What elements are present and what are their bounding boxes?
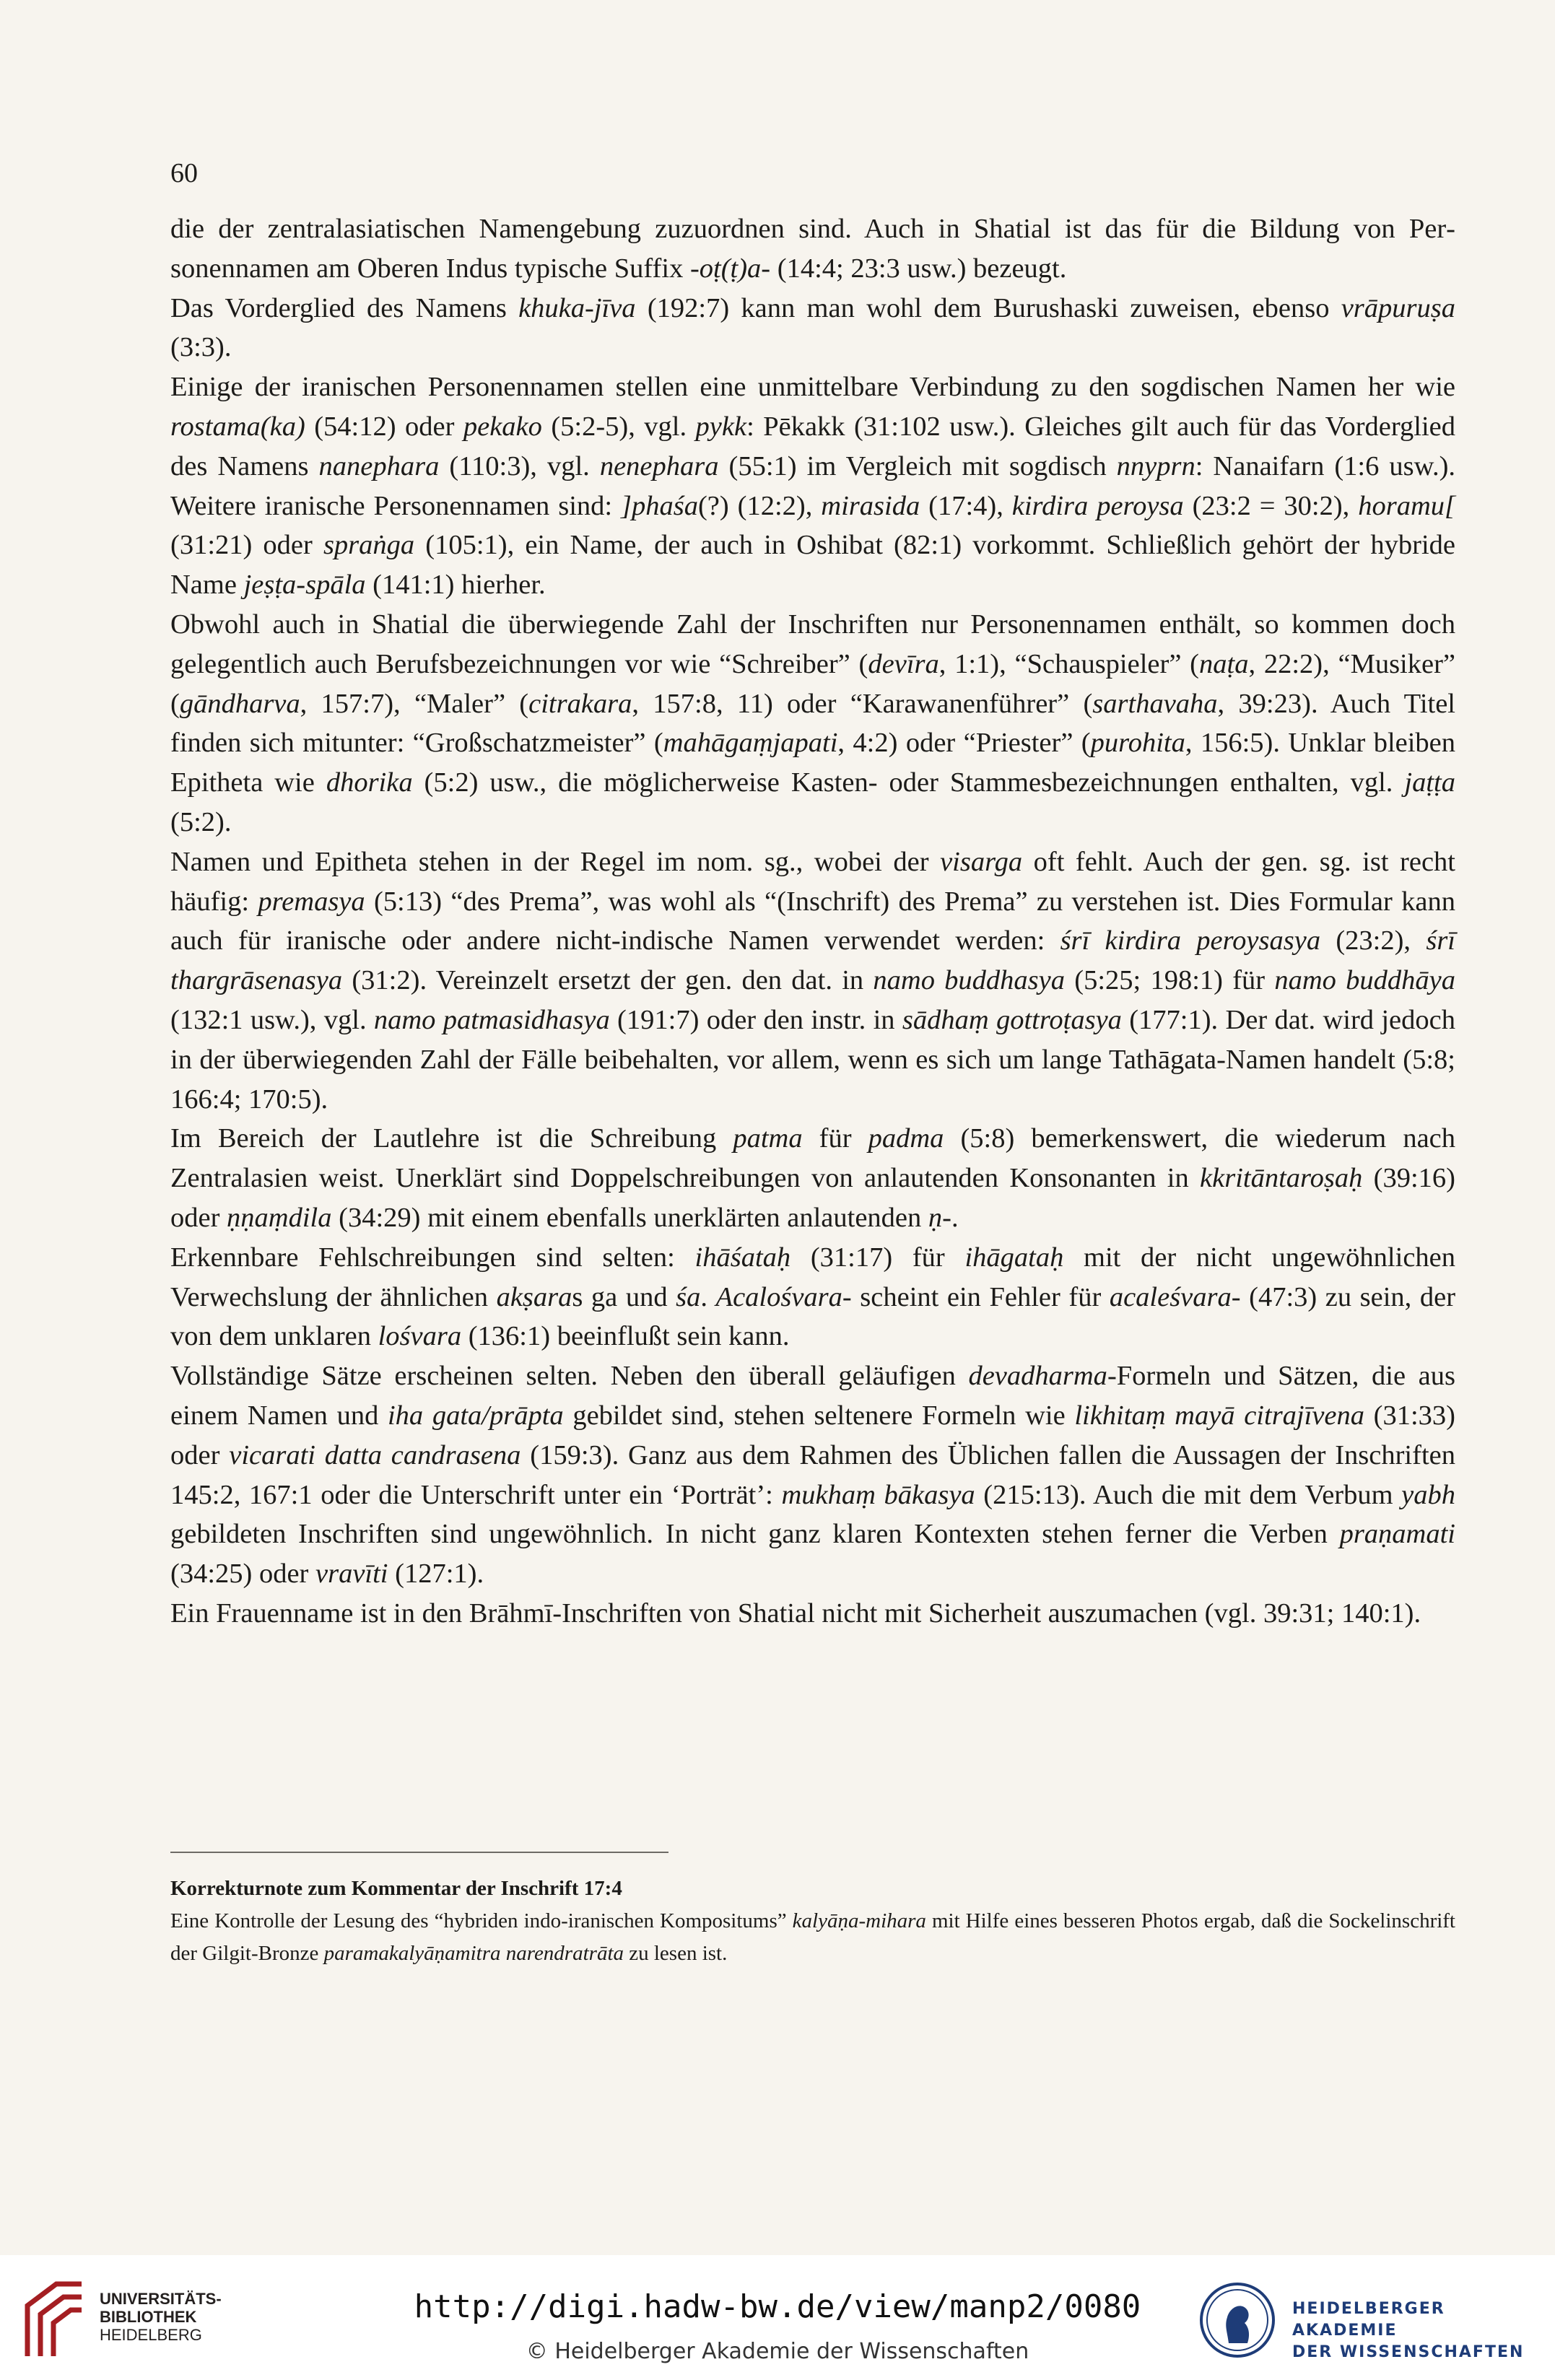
text-run: Ein Frauenname ist in den Brāhmī-Inschriften von Shatial nicht mit Sicherheit auszumachen (vgl. 39:31; 140:1). <box>170 1597 1421 1629</box>
text-run: Namen und Epitheta stehen in der Regel im nom. sg., wobei der <box>170 846 941 877</box>
text-run: (14:4; 23:3 usw.) bezeugt. <box>770 253 1067 284</box>
italic-term: yabh <box>1401 1479 1455 1510</box>
text-run: Das Vorderglied des Namens <box>170 292 519 323</box>
copyright-notice: © Heidelberger Akademie der Wissenschaften <box>526 2339 1029 2364</box>
text-run: , 39:23). Auch Titel finden sich mitunter: “Großschatzmeister” ( <box>170 688 1455 759</box>
ub-line-2: BIBLIOTHEK <box>100 2308 197 2326</box>
italic-term: namo patmasidhasya <box>373 1004 610 1035</box>
italic-term: citrakara <box>528 688 632 719</box>
text-run: (136:1) beeinflußt sein kann. <box>461 1321 790 1352</box>
text-run: (159:3). Ganz aus dem Rahmen des Üblichen fallen die Aussagen der Inschriften 145:2, 167:1 oder die Unterschrift unter ein ‘Porträt’: <box>170 1439 1455 1510</box>
text-run: Erkennbare Fehlschreibungen sind selten: <box>170 1242 695 1273</box>
text-run: (191:7) oder den instr. in <box>609 1004 902 1035</box>
text-run: die der zentralasiatischen Namengebung zuzuordnen sind. Auch in Shatial ist das für die Bildung von Personennamen am Oberen Indus typische Suffix <box>170 214 1455 284</box>
italic-term: akṣara <box>496 1281 572 1312</box>
paragraph <box>170 605 1455 842</box>
text-run: (5:2-5), vgl. <box>541 411 696 442</box>
footnote <box>170 1873 1455 1970</box>
text-run: (127:1). <box>388 1559 484 1590</box>
italic-term: sarthavaha <box>1092 688 1218 719</box>
italic-term: visarga <box>940 846 1023 877</box>
hadw-seal-logo-icon[interactable] <box>1198 2281 1276 2359</box>
text-run: -Formeln und Sätzen, die aus einem Namen und <box>170 1361 1455 1431</box>
text-run: (177:1). Der dat. wird jedoch in der überwiegenden Zahl der Fälle beibehalten, vor allem, wenn es sich um lange Tathāgata-Namen handelt (5:8; 166:4; 170:5). <box>170 1004 1455 1115</box>
paragraph <box>170 1119 1455 1237</box>
italic-term: likhitaṃ mayā citrajīvena <box>1074 1400 1364 1431</box>
italic-term: nnyprn <box>1116 450 1195 481</box>
text-run: (5:25; 198:1) für <box>1065 965 1275 996</box>
text-run: (31:21) oder <box>170 530 323 561</box>
text-run: . <box>700 1281 716 1312</box>
text-run: , 1:1), “Schauspieler” ( <box>938 648 1199 679</box>
hadw-name <box>1292 2298 1555 2363</box>
footer-bar <box>0 2255 1555 2380</box>
paragraph <box>170 1238 1455 1356</box>
italic-term: lośvara <box>378 1321 462 1352</box>
italic-term: ihāśataḥ <box>694 1242 791 1273</box>
text-run: s ga und <box>572 1281 676 1312</box>
text-run: Im Bereich der Lautlehre ist die Schreibung <box>170 1123 733 1154</box>
footnote-text <box>170 1905 1455 1970</box>
text-run: (5:8) bemerkenswert, die wiederum nach Zentralasien weist. Unerklärt sind Doppelschreibungen von anlautenden Konsonanten in <box>170 1123 1455 1194</box>
text-run: oft fehlt. Auch der gen. sg. ist recht häufig: <box>170 846 1455 917</box>
text-run: (34:29) mit einem ebenfalls unerklärten anlautenden <box>331 1202 928 1233</box>
text-run: mit Hilfe eines besseren Photos ergab, daß die Sockelinschrift der Gilgit-Bronze <box>170 1909 1455 1965</box>
italic-term: spraṅga <box>323 530 415 561</box>
italic-term: vrāpuruṣa <box>1341 292 1456 323</box>
paragraph <box>170 1594 1455 1634</box>
text-run: (?) (12:2), <box>697 490 822 521</box>
italic-term: khuka-jīva <box>518 292 636 323</box>
text-run: zu lesen ist. <box>624 1942 728 1965</box>
text-run: (47:3) zu sein, der von dem unklaren <box>170 1281 1456 1352</box>
footnote-title: Korrekturnote zum Kommentar der Inschrift 17:4 <box>170 1877 622 1900</box>
text-run: gebildet sind, stehen seltenere Formeln wie <box>563 1400 1075 1431</box>
italic-term: rostama(ka) <box>170 411 305 442</box>
italic-term: mirasida <box>821 490 920 521</box>
text-run: Eine Kontrolle der Lesung des “hybriden indo-iranischen Kompositums” <box>170 1909 793 1932</box>
paragraph <box>170 1356 1455 1594</box>
text-run: , 157:7), “Maler” ( <box>300 688 529 719</box>
text-run: (55:1) im Vergleich mit sogdisch <box>718 450 1117 481</box>
text-run: (192:7) kann man wohl dem Burushaski zuweisen, ebenso <box>635 292 1341 323</box>
text-run: : Pēkakk (31:102 usw.). Gleiches gilt auch für das Vorderglied des Namens <box>170 411 1456 481</box>
text-run: , 22:2), “Musiker” ( <box>170 648 1455 719</box>
italic-term: paramakalyāṇamitra narendratrāta <box>323 1942 624 1965</box>
italic-term: kkritāntaroṣaḥ <box>1200 1163 1363 1194</box>
italic-term: naṭa <box>1199 648 1249 679</box>
paragraph <box>170 289 1455 368</box>
ub-line-3: HEIDELBERG <box>100 2326 202 2344</box>
text-run: (23:2), <box>1320 925 1426 956</box>
italic-term: śrī thargrāsenasya <box>170 925 1456 996</box>
text-run: (5:2). <box>170 806 232 837</box>
text-run: , 157:8, 11) oder “Karawanenführer” ( <box>632 688 1093 719</box>
italic-term: vicarati datta candrasena <box>229 1439 521 1470</box>
ub-line-1: UNIVERSITÄTS- <box>100 2290 222 2308</box>
italic-term: horamu[ <box>1358 490 1456 521</box>
italic-term: ṇṇaṃdila <box>227 1202 332 1233</box>
page-number: 60 <box>170 158 198 188</box>
text-run: (132:1 usw.), vgl. <box>170 1004 374 1035</box>
text-run: mit der nicht ungewöhnlichen Verwechslung der ähnlichen <box>170 1242 1455 1312</box>
text-run: , 4:2) oder “Priester” ( <box>837 728 1091 759</box>
text-run: : Nanaifarn (1:6 usw.). Weitere iranische Personennamen sind: <box>170 450 1456 521</box>
text-run: (110:3), vgl. <box>439 450 600 481</box>
italic-term: dhorika <box>326 767 413 798</box>
text-run: Vollständige Sätze erscheinen selten. Neben den überall geläufigen <box>170 1361 969 1392</box>
italic-term: -oṭ(ṭ)a- <box>689 253 771 284</box>
italic-term: namo buddhasya <box>873 965 1066 996</box>
text-run: , 156:5). Unklar bleiben Epitheta wie <box>170 728 1456 798</box>
text-run: (31:2). Vereinzelt ersetzt der gen. den dat. in <box>342 965 874 996</box>
text-run: gebildeten Inschriften sind ungewöhnlich. In nicht ganz klaren Kontexten stehen ferner die Verben <box>170 1519 1340 1550</box>
italic-term: Acalośvara- <box>715 1281 852 1312</box>
text-run: für <box>802 1123 868 1154</box>
italic-term: vravīti <box>315 1559 388 1590</box>
italic-term: namo buddhāya <box>1274 965 1455 996</box>
text-run: (54:12) oder <box>305 411 463 442</box>
text-run: (215:13). Auch die mit dem Verbum <box>975 1479 1402 1510</box>
italic-term: devadharma <box>968 1361 1107 1392</box>
italic-term: acaleśvara- <box>1109 1281 1241 1312</box>
text-run: Obwohl auch in Shatial die überwiegende Zahl der Inschriften nur Personennamen enthält, so kommen doch gelegentlich auch Berufsbezeichnungen vor wie “Schreiber” ( <box>170 609 1455 679</box>
text-run: (105:1), ein Name, der auch in Oshibat (82:1) vorkommt. Schließlich gehört der hybride Name <box>170 530 1455 601</box>
text-run: (31:33) oder <box>170 1400 1455 1470</box>
text-run: (5:13) “des Prema”, was wohl als “(Inschrift) des Prema” zu verstehen ist. Dies Formular kann auch für iranische oder andere nicht-indische Namen verwendet werden: <box>170 886 1455 956</box>
italic-term: purohita <box>1090 728 1185 759</box>
italic-term: mukhaṃ bākasya <box>781 1479 975 1510</box>
italic-term: ]phaśa <box>621 490 698 521</box>
italic-term: nanephara <box>318 450 440 481</box>
italic-term: kirdira peroysa <box>1011 490 1184 521</box>
italic-term: ihāgataḥ <box>964 1242 1064 1273</box>
italic-term: praṇamati <box>1339 1519 1455 1550</box>
italic-term: ṇ- <box>928 1202 951 1233</box>
italic-term: kalyāṇa-mihara <box>792 1909 926 1932</box>
text-run: (3:3). <box>170 332 232 363</box>
italic-term: patma <box>733 1123 803 1154</box>
hadw-line-2: DER WISSENSCHAFTEN <box>1292 2343 1525 2361</box>
paragraph <box>170 367 1455 605</box>
paragraph <box>170 842 1455 1120</box>
footnote-divider <box>170 1852 668 1853</box>
text-run: (23:2 = 30:2), <box>1183 490 1359 521</box>
italic-term: sādhaṃ gottroṭasya <box>902 1004 1122 1035</box>
italic-term: padma <box>868 1123 944 1154</box>
text-run: . <box>951 1202 959 1233</box>
italic-term: mahāgaṃjapati <box>663 728 838 759</box>
italic-term: gāndharva <box>179 688 300 719</box>
text-run: (5:2) usw., die möglicherweise Kasten- oder Stammesbezeichnungen enthalten, vgl. <box>412 767 1405 798</box>
italic-term: nenephara <box>599 450 719 481</box>
text-run: (31:17) für <box>790 1242 965 1273</box>
italic-term: premasya <box>258 886 365 917</box>
text-run: scheint ein Fehler für <box>851 1281 1110 1312</box>
text-run: (39:16) oder <box>170 1163 1455 1233</box>
italic-term: jeṣṭa-spāla <box>243 570 366 601</box>
italic-term: śa <box>676 1281 701 1312</box>
page-url-link[interactable]: http://digi.hadw-bw.de/view/manp2/0080 <box>414 2288 1141 2325</box>
body-text <box>170 209 1455 1634</box>
italic-term: pykk <box>695 411 747 442</box>
text-run: (34:25) oder <box>170 1559 315 1590</box>
text-run: Einige der iranischen Personennamen stellen eine unmittelbare Verbindung zu den sogdischen Namen her wie <box>170 372 1455 403</box>
hadw-line-1: HEIDELBERGER AKADEMIE <box>1292 2300 1445 2340</box>
italic-term: śrī kirdira peroysasya <box>1060 925 1321 956</box>
paragraph <box>170 209 1455 289</box>
italic-term: devīra <box>868 648 939 679</box>
italic-term: pekako <box>463 411 542 442</box>
text-run: (141:1) hierher. <box>365 570 546 601</box>
text-run: (17:4), <box>920 490 1012 521</box>
italic-term: iha gata/prāpta <box>387 1400 564 1431</box>
italic-term: jaṭṭa <box>1404 767 1455 798</box>
